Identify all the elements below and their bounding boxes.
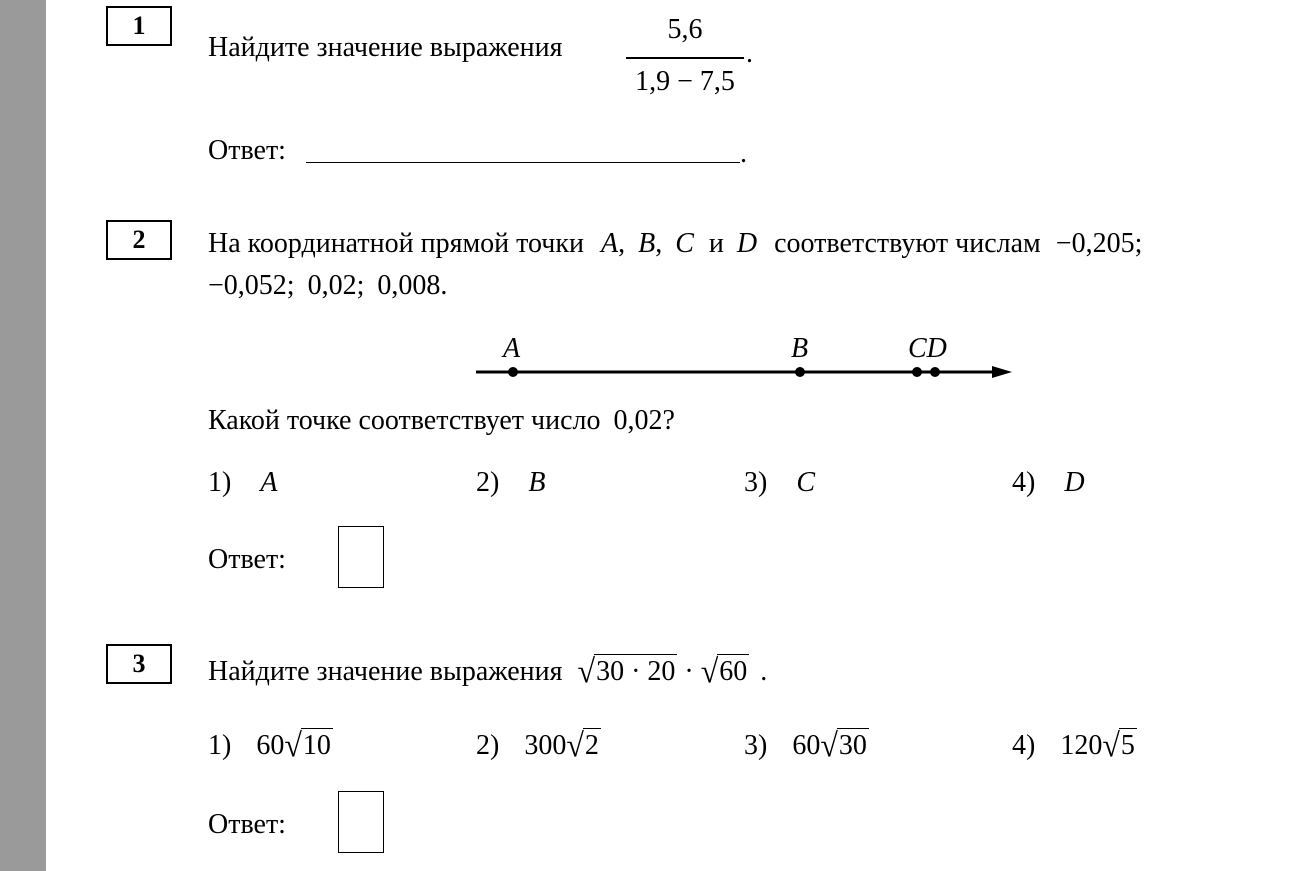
task-1-answer-label: Ответ:	[208, 135, 286, 166]
task-3-answer-box[interactable]	[338, 791, 384, 853]
option-label: A	[260, 467, 278, 498]
task-2-option-1[interactable]	[208, 469, 277, 497]
option-radicand: 30	[838, 730, 867, 761]
option-number: 4)	[1012, 730, 1036, 761]
task-number-text: 1	[132, 11, 146, 40]
sqrt-icon: √	[566, 726, 584, 764]
sqrt-icon: √	[1102, 726, 1120, 764]
task-number-1	[106, 6, 172, 46]
task-number-text: 3	[132, 649, 146, 678]
axis-label-a: A	[503, 333, 521, 364]
task-3-option-2[interactable]	[476, 726, 601, 764]
task-1-answer-line[interactable]	[306, 162, 740, 163]
period: .	[760, 656, 768, 687]
question-text: Какой точке соответствует число	[208, 405, 601, 436]
axis-label-cd: CD	[908, 333, 947, 364]
task-2-line-2	[208, 272, 447, 300]
option-radicand: 10	[302, 730, 331, 761]
task-3-option-4[interactable]	[1012, 726, 1137, 764]
task-2-option-4[interactable]	[1012, 469, 1085, 497]
sqrt-icon: √	[284, 726, 302, 764]
value-1: −0,205	[1055, 228, 1135, 259]
number-line	[470, 330, 1020, 390]
page-margin-bar	[0, 0, 46, 871]
option-number: 3)	[744, 730, 768, 761]
fraction-denominator: 1,9 − 7,5	[635, 66, 735, 97]
task-3-answer-label: Ответ:	[208, 809, 286, 840]
task-2-answer-box[interactable]	[338, 526, 384, 588]
comma: ,	[655, 228, 663, 259]
semicolon: ;	[356, 270, 365, 301]
sqrt-expression-1	[577, 652, 678, 690]
task-1-text: Найдите значение выражения	[208, 32, 563, 63]
option-label: C	[796, 467, 816, 498]
value-2: −0,052	[208, 270, 287, 301]
option-coefficient: 60	[792, 730, 821, 761]
question-mark: ?	[662, 405, 675, 436]
point-d-label: D	[736, 228, 758, 259]
task-2-answer-label: Ответ:	[208, 544, 286, 575]
option-sqrt	[284, 726, 333, 764]
option-number: 3)	[744, 467, 768, 498]
task-3-option-1[interactable]	[208, 726, 333, 764]
option-sqrt	[1102, 726, 1137, 764]
option-label: D	[1064, 467, 1085, 498]
option-sqrt	[820, 726, 869, 764]
point-c-dot	[912, 367, 922, 377]
value-4: 0,008	[377, 270, 441, 301]
option-number: 1)	[208, 730, 232, 761]
option-radicand: 2	[584, 730, 599, 761]
option-number: 4)	[1012, 467, 1036, 498]
option-sqrt	[566, 726, 601, 764]
value-3: 0,02	[307, 270, 357, 301]
option-radicand: 5	[1120, 730, 1135, 761]
option-label: B	[528, 467, 546, 498]
task-number-3	[106, 644, 172, 684]
option-coefficient: 120	[1060, 730, 1103, 761]
task-number-2	[106, 220, 172, 260]
point-d-dot	[930, 367, 940, 377]
radicand-1: 30 · 20	[596, 656, 676, 687]
multiply-dot: ·	[684, 656, 694, 687]
point-a-dot	[508, 367, 518, 377]
sqrt-expression-2	[700, 652, 750, 690]
sqrt-icon: √	[577, 652, 596, 690]
point-c-label: C	[675, 228, 694, 259]
task-3-intro: Найдите значение выражения	[208, 656, 563, 687]
option-number: 1)	[208, 467, 232, 498]
task-1-answer-end: .	[740, 138, 747, 169]
question-value: 0,02	[613, 405, 663, 436]
semicolon: ;	[1134, 228, 1143, 259]
radicand-2: 60	[719, 656, 748, 687]
sqrt-icon: √	[700, 652, 719, 690]
correspond-text: соответствуют числам	[774, 228, 1041, 259]
semicolon: ;	[286, 270, 295, 301]
option-coefficient: 300	[524, 730, 567, 761]
period: .	[440, 270, 448, 301]
option-coefficient: 60	[256, 730, 285, 761]
task-2-line-1	[208, 230, 1142, 258]
point-b-label: B	[638, 228, 656, 259]
fraction-numerator: 5,6	[667, 14, 703, 45]
task-2-option-3[interactable]	[744, 469, 815, 497]
task-3-text	[208, 652, 768, 690]
option-number: 2)	[476, 730, 500, 761]
point-b-dot	[795, 367, 805, 377]
conjunction: и	[708, 228, 724, 259]
sqrt-icon: √	[820, 726, 838, 764]
number-line-arrow	[992, 366, 1012, 378]
axis-label-b: B	[791, 333, 809, 364]
task-3-option-3[interactable]	[744, 726, 869, 764]
task-2-intro: На координатной прямой точки	[208, 228, 584, 259]
task-1-fraction	[626, 14, 744, 97]
fraction-bar	[626, 57, 744, 59]
option-number: 2)	[476, 467, 500, 498]
comma: ,	[618, 228, 626, 259]
task-2-option-2[interactable]	[476, 469, 545, 497]
task-2-question	[208, 407, 675, 435]
task-1-end: .	[746, 38, 753, 69]
task-number-text: 2	[132, 225, 146, 254]
point-a-label: A	[600, 228, 619, 259]
